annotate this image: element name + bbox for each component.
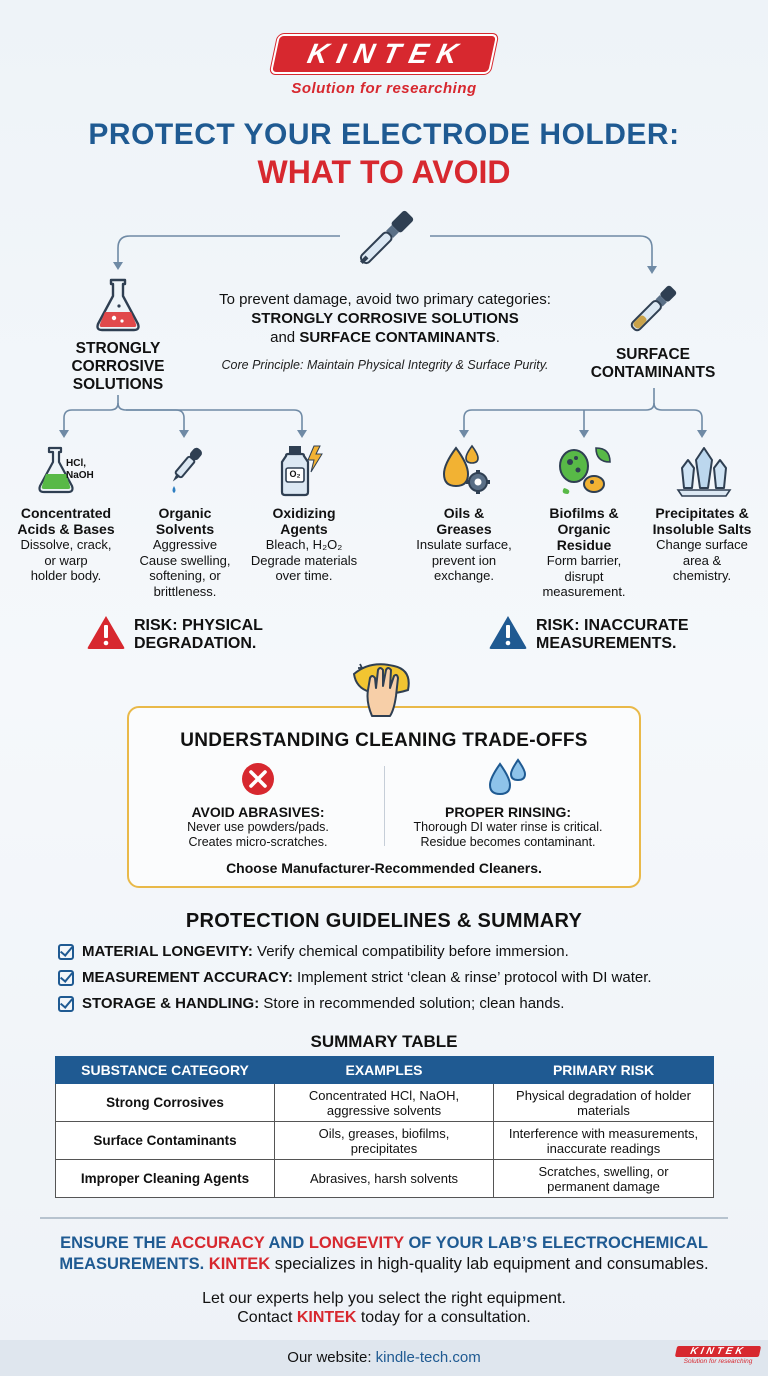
avoid-abrasives-block (150, 804, 366, 850)
category-corrosive-title-l2: CORROSIVE (71, 358, 165, 375)
cta-text: ENSURE THE (60, 1234, 171, 1252)
logo-wordmark: KINTEK (272, 36, 496, 72)
warning-triangle-icon (488, 614, 528, 650)
footer-website-link[interactable]: kindle-tech.com (375, 1349, 481, 1366)
cta-text: MEASUREMENTS. (59, 1255, 209, 1273)
item-acids-title-l2: Acids & Bases (17, 521, 115, 537)
brand-logo (0, 36, 768, 97)
crystal-salts-icon (676, 444, 732, 498)
category-corrosive-title (58, 340, 178, 394)
risk-line: Physical degradation of holder (516, 1087, 691, 1103)
item-acids-desc-l3: holder body. (30, 568, 102, 583)
item-oxidizing-title-l1: Oxidizing (272, 505, 336, 521)
guideline-text: Verify chemical compatibility before immersion. (252, 943, 569, 960)
avoid-abrasives-line1: Never use powders/pads. (187, 820, 329, 834)
logo-tagline: Solution for researching (291, 80, 477, 97)
item-oils-title-l2: Greases (436, 521, 492, 537)
item-precipitates (640, 505, 764, 584)
acid-label-naoh: NaOH (66, 470, 94, 481)
item-solvents-desc-l3: softening, or (149, 568, 221, 583)
warning-triangle-icon (86, 614, 126, 650)
item-oils-desc-l3: exchange. (434, 568, 494, 583)
cta-text: AND (264, 1234, 309, 1252)
risk-physical-l1: RISK: PHYSICAL (134, 617, 263, 634)
item-solvents-desc-l1: Aggressive (152, 537, 218, 552)
intro-category-corrosive: STRONGLY CORROSIVE SOLUTIONS (251, 310, 519, 327)
item-precipitates-title-l1: Precipitates & (655, 505, 749, 521)
checkbox-icon (58, 944, 74, 960)
avoid-abrasives-heading: AVOID ABRASIVES: (191, 804, 325, 820)
category-contaminants-title (578, 346, 728, 382)
flask-icon (92, 276, 144, 334)
item-biofilms-desc-l1: Form barrier, (546, 553, 622, 568)
guidelines-title: PROTECTION GUIDELINES & SUMMARY (185, 910, 583, 932)
category-contaminants-title-l1: SURFACE (615, 346, 691, 363)
item-biofilms (528, 505, 640, 600)
item-oils-title-l1: Oils & (443, 505, 485, 521)
item-oils-desc-l1: Insulate surface, (416, 537, 512, 552)
proper-rinsing-heading: PROPER RINSING: (444, 804, 571, 820)
item-biofilms-desc-l3: measurement. (542, 584, 626, 599)
table-cell-risk (494, 1122, 714, 1160)
acid-flask-label (66, 458, 94, 482)
table-cell-risk (494, 1160, 714, 1198)
summary-table-title: SUMMARY TABLE (310, 1032, 458, 1051)
proper-rinsing-block (392, 804, 624, 850)
examples-line: Abrasives, harsh solvents (309, 1171, 459, 1186)
risk-line: Scratches, swelling, or (538, 1163, 669, 1179)
item-solvents-title-l2: Solvents (155, 521, 215, 537)
table-row (56, 1084, 714, 1122)
item-oxidizing-desc-l2: Degrade materials (250, 552, 358, 568)
page-title-line2: WHAT TO AVOID (257, 154, 511, 190)
bacteria-leaf-icon (556, 444, 614, 498)
examples-line: aggressive solvents (326, 1102, 442, 1118)
cta-contact-line: Let our experts help you select the right equipment. (202, 1290, 566, 1307)
avoid-abrasives-line2: Creates micro-scratches. (188, 835, 328, 849)
item-solvents-title-l1: Organic (158, 505, 212, 521)
guideline-item (58, 943, 738, 960)
checkbox-icon (58, 996, 74, 1012)
checkbox-icon (58, 970, 74, 986)
cta-text: specializes in high-quality lab equipment and consumables. (270, 1255, 709, 1273)
cta-contact-text: Contact (237, 1309, 297, 1326)
examples-line: Concentrated HCl, NaOH, (308, 1087, 460, 1103)
core-principle: Core Principle: Maintain Physical Integrity & Surface Purity. (221, 358, 549, 372)
category-corrosive-title-l3: SOLUTIONS (72, 376, 164, 393)
item-oxidizing-desc-l3: over time. (275, 568, 333, 583)
cta-longevity: LONGEVITY (308, 1234, 404, 1252)
cta-accuracy: ACCURACY (170, 1234, 265, 1252)
electrode-holder-icon (344, 200, 424, 280)
summary-table (55, 1056, 714, 1198)
contaminated-electrode-icon (620, 278, 684, 342)
guideline-label: MEASUREMENT ACCURACY: (82, 969, 293, 986)
cta-contact-text: today for a consultation. (356, 1309, 531, 1326)
prohibited-x-icon (240, 761, 276, 797)
cta-contact (0, 1289, 768, 1327)
table-cell-examples (275, 1084, 494, 1122)
table-cell-category: Surface Contaminants (56, 1122, 275, 1160)
item-solvents-desc-l2: Cause swelling, (139, 552, 231, 568)
cta-text: OF YOUR LAB’S ELECTROCHEMICAL (403, 1234, 708, 1252)
examples-line: precipitates (350, 1140, 418, 1156)
footer-logo-tagline: Solution for researching (683, 1358, 753, 1365)
examples-line: Oils, greases, biofilms, (318, 1125, 450, 1141)
table-cell-category: Improper Cleaning Agents (56, 1160, 275, 1198)
tradeoffs-footer: Choose Manufacturer-Recommended Cleaners. (226, 860, 542, 876)
footer-website-label: Our website: (287, 1349, 376, 1366)
table-header-cell: PRIMARY RISK (494, 1057, 714, 1084)
item-oxidizing-desc-l1: Bleach, H₂O₂ (265, 537, 343, 552)
oil-drop-gear-icon (438, 444, 494, 498)
guideline-item (58, 969, 738, 986)
table-header-cell: SUBSTANCE CATEGORY (56, 1057, 275, 1084)
footer-logo-wordmark: KINTEK (675, 1346, 761, 1357)
risk-line: inaccurate readings (546, 1140, 661, 1156)
item-acids-title-l1: Concentrated (20, 505, 112, 521)
item-oxidizing-title-l2: Agents (280, 521, 328, 537)
item-precipitates-desc-l2: area & (682, 552, 722, 568)
risk-line: Interference with measurements, (508, 1125, 699, 1141)
section-divider (40, 1217, 728, 1219)
intro-text (190, 290, 580, 347)
table-row (56, 1160, 714, 1198)
proper-rinsing-line1: Thorough DI water rinse is critical. (413, 820, 603, 834)
table-row (56, 1122, 714, 1160)
category-contaminants-title-l2: CONTAMINANTS (590, 364, 716, 381)
tradeoffs-title: UNDERSTANDING CLEANING TRADE-OFFS (180, 730, 588, 751)
proper-rinsing-line2: Residue becomes contaminant. (420, 835, 596, 849)
table-header-cell: EXAMPLES (275, 1057, 494, 1084)
cta-brand: KINTEK (208, 1255, 271, 1273)
item-biofilms-title-l1: Biofilms & (549, 505, 619, 521)
item-biofilms-title-l3: Residue (556, 537, 612, 553)
guideline-label: MATERIAL LONGEVITY: (82, 943, 253, 960)
risk-inaccurate-l1: RISK: INACCURATE (536, 617, 689, 634)
guideline-text: Store in recommended solution; clean hands. (259, 995, 565, 1012)
item-solvents-desc-l4: brittleness. (153, 583, 217, 599)
intro-lead: To prevent damage, avoid two primary categories: (219, 291, 551, 308)
cleaning-hand-cloth-icon (350, 656, 418, 720)
risk-line: permanent damage (547, 1178, 660, 1194)
item-acids-desc-l1: Dissolve, crack, (20, 537, 112, 552)
item-concentrated-acids (6, 505, 126, 584)
item-precipitates-desc-l3: chemistry. (672, 568, 732, 583)
table-cell-examples (275, 1160, 494, 1198)
oxidizer-bottle-label: O₂ (289, 469, 301, 479)
risk-inaccurate-l2: MEASUREMENTS. (536, 635, 677, 652)
item-organic-solvents (130, 505, 240, 599)
item-precipitates-title-l2: Insoluble Salts (652, 521, 752, 537)
tradeoffs-divider (384, 766, 385, 846)
water-drops-icon (486, 758, 530, 798)
cta-headline (20, 1233, 748, 1275)
risk-physical-degradation (134, 617, 263, 653)
footer-website (0, 1349, 768, 1366)
item-acids-desc-l2: or warp (44, 552, 88, 568)
page-title-line1: PROTECT YOUR ELECTRODE HOLDER: (88, 118, 680, 151)
table-cell-category: Strong Corrosives (56, 1084, 275, 1122)
dropper-icon (160, 442, 210, 498)
risk-inaccurate-measurements (536, 617, 689, 653)
risk-physical-l2: DEGRADATION. (134, 635, 257, 652)
table-cell-risk (494, 1084, 714, 1122)
intro-category-contaminants: SURFACE CONTAMINANTS (299, 329, 496, 346)
item-oxidizing-agents (244, 505, 364, 584)
table-header-row (56, 1057, 714, 1084)
item-oils-greases (400, 505, 528, 584)
footer-logo (676, 1346, 760, 1365)
risk-line: materials (577, 1102, 630, 1118)
acid-label-hcl: HCl, (66, 458, 86, 469)
item-biofilms-desc-l2: disrupt (564, 568, 604, 584)
category-corrosive-title-l1: STRONGLY (75, 340, 161, 357)
item-oils-desc-l2: prevent ion (431, 552, 497, 568)
guideline-item (58, 995, 738, 1012)
item-biofilms-title-l2: Organic (557, 521, 611, 537)
intro-and: and (270, 329, 296, 346)
cta-contact-brand[interactable]: KINTEK (296, 1309, 357, 1326)
table-cell-examples (275, 1122, 494, 1160)
guideline-label: STORAGE & HANDLING: (82, 995, 260, 1012)
intro-period: . (495, 329, 500, 346)
guideline-text: Implement strict ‘clean & rinse’ protocol with DI water. (292, 969, 652, 986)
item-precipitates-desc-l1: Change surface (656, 537, 748, 552)
